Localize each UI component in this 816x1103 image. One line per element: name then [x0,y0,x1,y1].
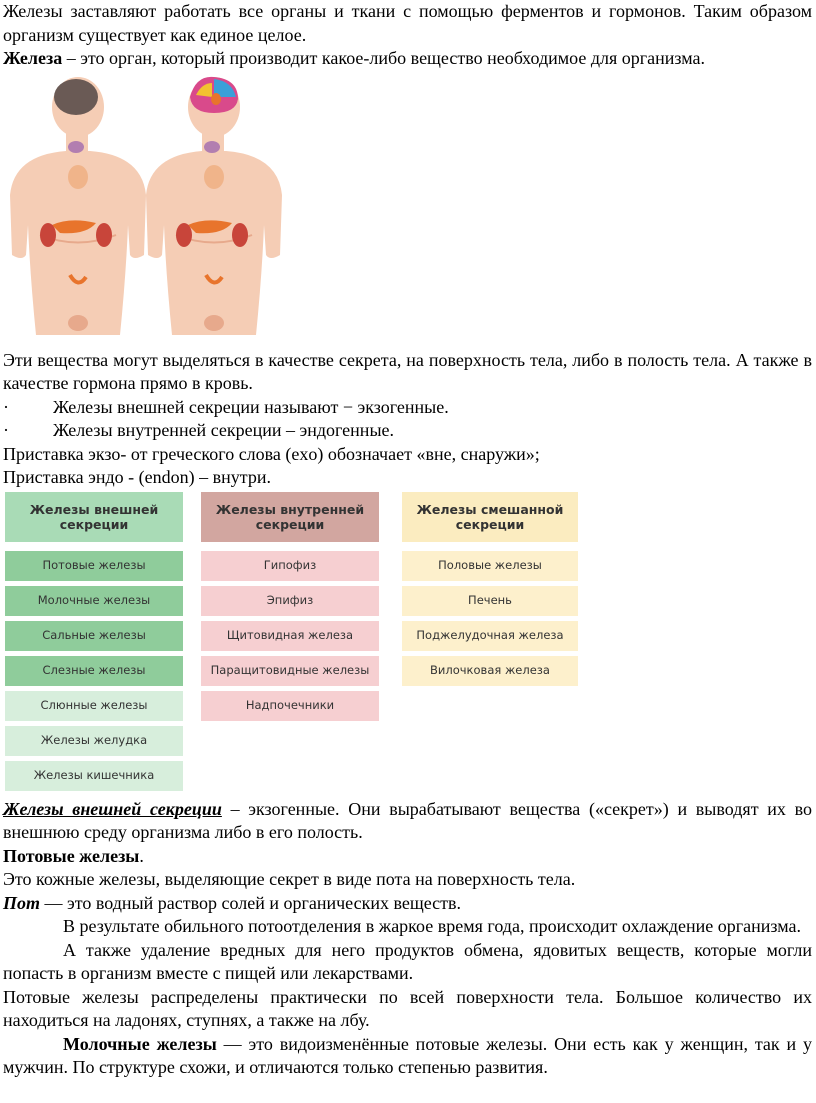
gland-cell: Сальные железы [5,621,183,651]
sweat-term-text: — это водный раствор солей и органических веществ. [40,892,461,913]
endocrine-figure [0,75,816,347]
mixed-column [402,492,578,691]
prefix-endo-line [0,466,816,490]
endocrine-header: Железы внутренней секреции [201,492,379,542]
definition-text: – это орган, который производит какое-либо вещество необходимое для организма. [62,48,706,68]
left-torso-figure [10,77,146,335]
exocrine-column [5,492,183,796]
exocrine-header: Железы внешней секреции [5,492,183,542]
definition-paragraph [0,47,816,71]
distribution-paragraph [0,986,816,1033]
gland-cell: Паращитовидные железы [201,656,379,686]
distribution-text: Потовые железы распределены практически по всей поверхности тела. Большое количество их находиться на ладонях, ступнях, а также на лбу. [3,986,812,1030]
exocrine-term: Железы внешней секреции [3,798,222,819]
glands-table [0,492,816,798]
sweat-term: Пот [3,892,41,913]
mammary-paragraph [0,1033,816,1080]
sweat-desc-line [0,868,816,892]
exocrine-text: – экзогенные. Они вырабатывают вещества («секрет») и выводят их во внешнюю среду организма либо в его полость. [3,798,812,842]
endocrine-system-illustration [0,75,340,347]
cooling-text: В результате обильного потоотделения в жаркое время года, происходит охлаждение организма. [63,916,802,936]
sweat-title: Потовые железы [3,845,140,866]
gland-cell: Гипофиз [201,551,379,581]
secretion-text: Эти вещества могут выделяться в качестве секрета, на поверхность тела, либо в полость тела. А также в качестве гормона прямо в кровь. [3,349,812,393]
gland-cell: Железы желудка [5,726,183,756]
bullet-marker: · [3,420,9,440]
exocrine-paragraph [0,798,816,845]
gland-cell: Железы кишечника [5,761,183,791]
gland-cell: Слюнные железы [5,691,183,721]
removal-text: А также удаление вредных для него продуктов обмена, ядовитых веществ, которые могли попасть в организм вместе с пищей или лекарствами. [3,939,812,983]
definition-term: Железа [3,48,63,68]
mammary-term: Молочные железы [63,1033,217,1054]
bullet-exocrine [0,396,816,420]
gland-cell: Слезные железы [5,656,183,686]
cooling-paragraph [0,915,816,939]
prefix-exo-line [0,443,816,467]
right-torso-figure [146,76,282,334]
gland-cell: Потовые железы [5,551,183,581]
sweat-title-end: . [139,845,144,866]
gland-cell: Щитовидная железа [201,621,379,651]
gland-cell: Молочные железы [5,586,183,616]
gland-cell: Эпифиз [201,586,379,616]
bullet-endocrine [0,419,816,443]
sweat-title-line [0,845,816,869]
removal-paragraph [0,939,816,986]
sweat-definition-line [0,892,816,916]
gland-cell: Поджелудочная железа [402,621,578,651]
mixed-header: Железы смешанной секреции [402,492,578,542]
intro-text: Железы заставляют работать все органы и ткани с помощью ферментов и гормонов. Таким образом организм существует как единое целое. [3,1,812,45]
bullet-marker: · [3,396,9,417]
prefix-endo-text: Приставка эндо - (endon) – внутри. [3,467,271,487]
sweat-desc: Это кожные железы, выделяющие секрет в виде пота на поверхность тела. [3,869,576,889]
mammary-text: — это видоизменённые потовые железы. Они есть как у женщин, так и у мужчин. По структуре схожи, и отличаются только степенью развития. [3,1033,812,1077]
secretion-paragraph [0,349,816,396]
bullet-text: Железы внутренней секреции – эндогенные. [53,420,395,440]
endocrine-column [201,492,379,726]
intro-paragraph [0,0,816,47]
gland-cell: Вилочковая железа [402,656,578,686]
gland-cell: Надпочечники [201,691,379,721]
bullet-text: Железы внешней секреции называют − экзогенные. [53,396,449,417]
prefix-exo-text: Приставка экзо- от греческого слова (exo) обозначает «вне, снаружи»; [3,443,540,464]
gland-cell: Печень [402,586,578,616]
gland-cell: Половые железы [402,551,578,581]
